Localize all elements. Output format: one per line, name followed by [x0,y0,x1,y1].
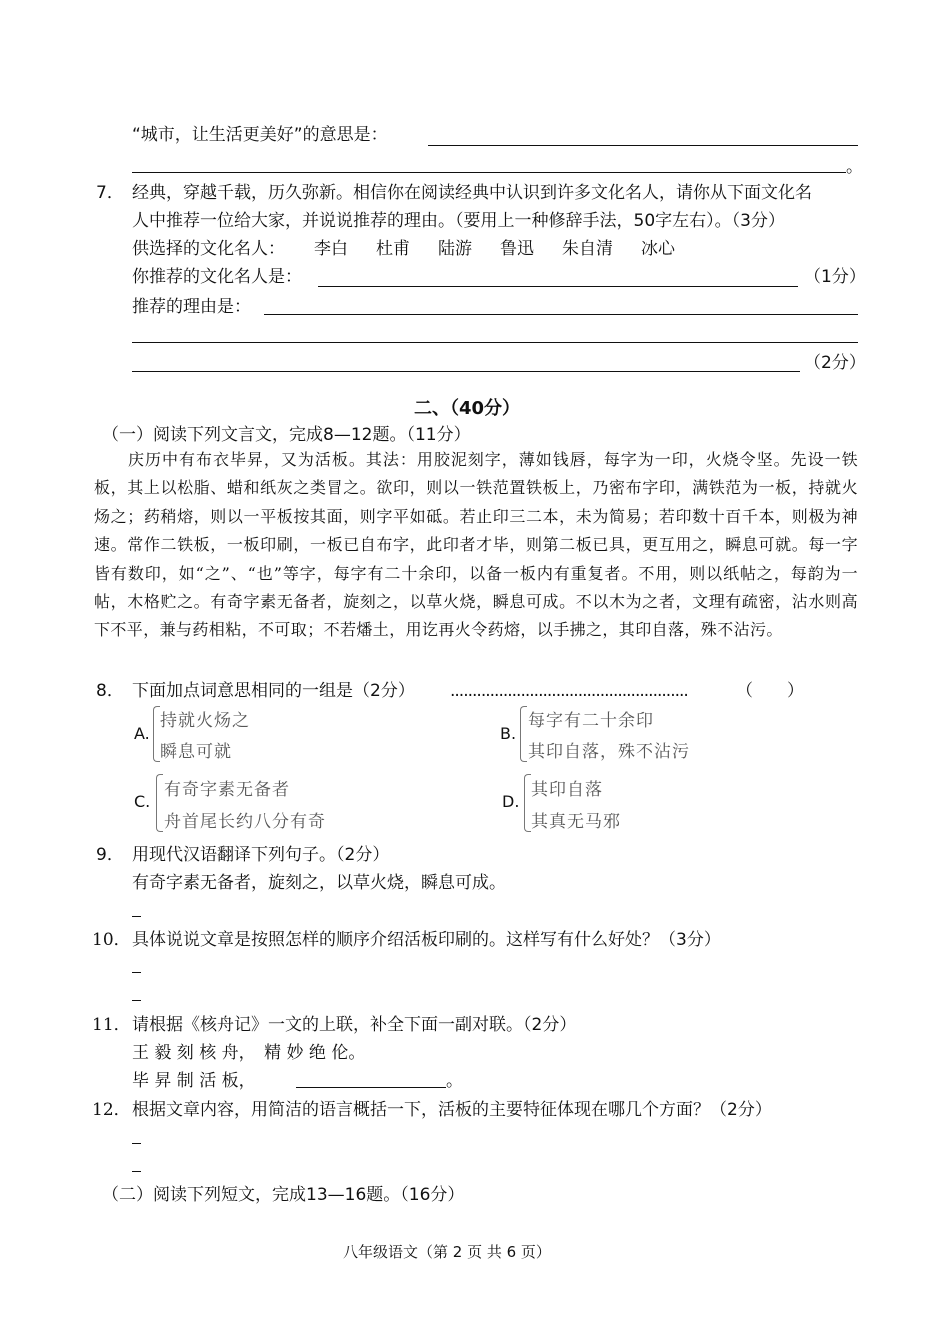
q8-text: 下面加点词意思相同的一组是（2分） [132,681,415,701]
section-two-title: 二、（40分） [414,398,521,419]
q8-option-b-line-2: 其印自落，殊不沾污 [528,742,690,762]
q7-reason-line-3[interactable] [132,371,800,372]
q10-answer-line-2[interactable] [132,1000,141,1001]
q7-choices-label: 供选择的文化名人： [132,239,285,259]
q7-reason-score: （2分） [804,353,866,373]
q7-recommend-label: 你推荐的文化名人是： [132,267,302,287]
q7-choice: 鲁迅 [500,239,534,259]
q8-option-c-letter[interactable]: C. [134,792,151,811]
q8-option-b-brace [520,706,527,762]
q12-text: 根据文章内容，用简洁的语言概括一下，活板的主要特征体现在哪几个方面？（2分） [132,1100,772,1120]
q6-answer-line-2[interactable] [132,172,846,173]
q9-sentence: 有奇字素无备者，旋刻之，以草火烧，瞬息可成。 [132,873,506,893]
q10-text: 具体说说文章是按照怎样的顺序介绍活板印刷的。这样写有什么好处？（3分） [132,930,721,950]
q9-text: 用现代汉语翻译下列句子。（2分） [132,845,390,865]
classical-passage: 庆历中有布衣毕昇，又为活板。其法：用胶泥刻字，薄如钱唇，每字为一印，火烧令坚。先设一铁板，其上以松脂、蜡和纸灰之类冒之。欲印，则以一铁范置铁板上，乃密布字印，满铁范为一板，持就火炀之；药稍熔，则以一平板按其面，则字平如砥。若止印三二本，未为简易；若印数十百千本，则极为神速。常作二铁板，一板印刷，一板已自布字，此印者才毕，则第二板已具，更互用之，瞬息可就。每一字皆有数印，如“之”、“也”等字，每字有二十余印，以备一板内有重复者。不用，则以纸帖之，每韵为一帖，木格贮之。有奇字素无备者，旋刻之，以草火烧，瞬息可成。不以木为之者，文理有疏密，沾水则高下不平，兼与药相粘，不可取；不若燔土，用讫再火令药熔，以手拂之，其印自落，殊不沾污。 [94,450,858,640]
q7-choice: 杜甫 [376,239,410,259]
q8-option-d-brace [524,774,531,832]
q8-option-d-line-1: 其印自落 [531,780,603,800]
q7-choice: 陆游 [438,239,472,259]
q8-option-a-brace [153,706,160,762]
part-two-title: （二）阅读下列短文，完成13—16题。（16分） [102,1185,465,1205]
q10-answer-line-1[interactable] [132,972,141,973]
page-footer: 八年级语文（第 2 页 共 6 页） [343,1243,551,1261]
q8-option-b-letter[interactable]: B. [500,724,517,743]
q11-lower-couplet-prefix: 毕 昇 制 活 板， [132,1071,256,1091]
q7-choices-list [314,238,703,260]
q7-text-line-1: 经典，穿越千载，历久弥新。相信你在阅读经典中认识到许多文化名人，请你从下面文化名 [132,183,812,203]
q9-answer-line[interactable] [132,916,141,917]
q6-answer-label: “城市，让生活更美好”的意思是： [132,125,388,145]
q8-option-d-letter[interactable]: D. [502,792,520,811]
q8-option-d-line-2: 其真无马邪 [531,812,621,832]
q11-lower-couplet-blank[interactable] [296,1087,446,1088]
q8-option-a-line-1: 持就火炀之 [160,711,250,731]
q7-choice: 李白 [314,239,348,259]
q8-option-c-line-1: 有奇字素无备者 [164,780,290,800]
q8-answer-paren[interactable]: （ ） [736,681,804,701]
q7-recommend-score: （1分） [804,267,866,287]
q7-reason-label: 推荐的理由是： [132,297,251,317]
q6-end-mark: 。 [846,157,863,177]
q12-answer-line-2[interactable] [132,1171,141,1172]
q7-choice: 朱自清 [562,239,613,259]
q8-option-a-letter[interactable]: A. [134,724,150,743]
q10-number: 10． [92,930,131,950]
q11-text: 请根据《核舟记》一文的上联，补全下面一副对联。（2分） [132,1015,577,1035]
q8-number: 8． [96,681,124,701]
q6-answer-line-1[interactable] [428,145,858,146]
q7-number: 7． [96,183,124,203]
q8-option-b-line-1: 每字有二十余印 [528,711,654,731]
q7-choice: 冰心 [641,239,675,259]
q7-reason-line-2[interactable] [132,342,858,343]
q7-reason-line-1[interactable] [264,314,858,315]
q8-option-c-line-2: 舟首尾长约八分有奇 [164,812,326,832]
q8-option-c-brace [156,774,163,832]
part-one-title: （一）阅读下列文言文，完成8—12题。（11分） [102,425,471,445]
q12-number: 12． [92,1100,131,1120]
q9-number: 9． [96,845,124,865]
q7-recommend-line[interactable] [318,286,798,287]
q11-upper-couplet: 王 毅 刻 核 舟， 精 妙 绝 伦。 [132,1043,366,1063]
q7-text-line-2: 人中推荐一位给大家，并说说推荐的理由。（要用上一种修辞手法，50字左右）。（3分） [132,211,785,231]
q12-answer-line-1[interactable] [132,1143,141,1144]
q11-number: 11． [92,1015,131,1035]
q11-end-mark: 。 [446,1071,463,1091]
q8-option-a-line-2: 瞬息可就 [160,742,232,762]
q8-leader-dots: ...................................................... [450,681,688,701]
